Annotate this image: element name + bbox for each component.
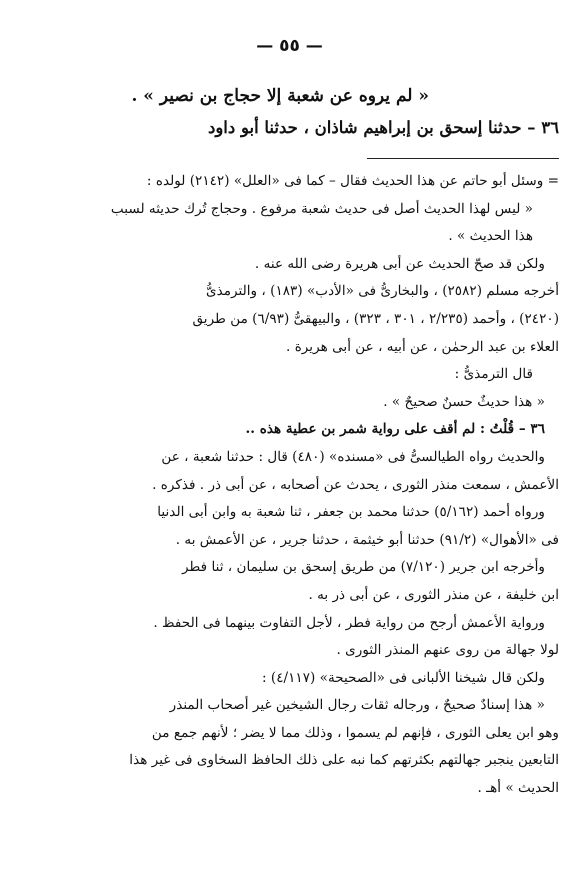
footnotes bbox=[20, 168, 559, 803]
footnote-line: « هذا حديثٌ حسنٌ صحيحٌ » . bbox=[383, 393, 545, 410]
footnote-line: هذا الحديث » . bbox=[448, 228, 533, 245]
footnote-divider bbox=[367, 158, 559, 159]
page-number: — ٥٥ — bbox=[256, 36, 323, 56]
footnote-line: وأخرجه ابن جرير (٧/١٢٠) من طريق إسحق بن سليمان ، ثنا فطر bbox=[181, 559, 545, 576]
footnote-line: أخرجه مسلم (٢٥٨٢) ، والبخارىُّ فى «الأدب» (١٨٣) ، والترمذىُّ bbox=[205, 283, 559, 300]
hadith-36-heading: ٣٦ – حدثنا إسحق بن إبراهيم شاذان ، حدثنا أبو داود bbox=[207, 118, 559, 137]
footnote-line: قال الترمذىُّ : bbox=[454, 366, 533, 383]
footnote-line: وهو ابن يعلى الثورى ، فإنهم لم يسموا ، وذلك مما لا يضر ؛ لأنهم جمع من bbox=[151, 724, 559, 741]
footnote-line: الأعمش ، سمعت منذر الثورى ، يحدث عن أصحابه ، عن أبى ذر . فذكره . bbox=[152, 476, 559, 493]
footnote-line: والحديث رواه الطيالسىُّ فى «مسنده» (٤٨٠) قال : حدثنا شعبة ، عن bbox=[161, 448, 545, 465]
footnote-line: (٢٤٢٠) ، وأحمد (٢/٢٣٥ ، ٣٠١ ، ٣٢٣) ، والبيهقىُّ (٦/٩٣) من طريق bbox=[192, 310, 559, 327]
footnote-line: = وسئل أبو حاتم عن هذا الحديث فقال – كما فى «العلل» (٢١٤٢) لولده : bbox=[146, 173, 559, 189]
footnote-line: « ليس لهذا الحديث أصل فى حديث شعبة مرفوع . وحجاج تُرك حديثه لسبب bbox=[110, 200, 533, 217]
footnote-line: ٣٦ – قُلْتُ : لم أقف على رواية شمر بن عطية هذه .. bbox=[245, 421, 545, 438]
book-page bbox=[20, 0, 559, 869]
footnote-line: التابعين ينجبر جهالتهم بكثرتهم كما نبه على ذلك الحافظ السخاوى فى غير هذا bbox=[129, 752, 559, 769]
main-text bbox=[20, 80, 559, 144]
narration-quote-line: « لم يروه عن شعبة إلا حجاج بن نصير » . bbox=[131, 86, 429, 106]
footnote-line: ولكن قال شيخنا الألبانى فى «الصحيحة» (٤/١١٧) : bbox=[262, 669, 545, 686]
footnote-line: ورواية الأعمش أرجح من رواية فطر ، لأجل التفاوت بينهما فى الحفظ . bbox=[153, 614, 545, 631]
footnote-line: فى «الأهوال» (٩١/٢) حدثنا أبو خيثمة ، حدثنا جرير ، عن الأعمش به . bbox=[175, 531, 559, 548]
footnote-line: لولا جهالة من روى عنهم المنذر الثورى . bbox=[336, 642, 559, 659]
footnote-line: « هذا إسنادٌ صحيحٌ ، ورجاله ثقات رجال الشيخين غير أصحاب المنذر bbox=[169, 697, 545, 714]
footnote-line: ابن خليفة ، عن منذر الثورى ، عن أبى ذر به . bbox=[308, 586, 559, 603]
footnote-line: العلاء بن عبد الرحمٰن ، عن أبيه ، عن أبى هريرة . bbox=[286, 338, 559, 355]
footnote-line: ورواه أحمد (٥/١٦٢) حدثنا محمد بن جعفر ، ثنا شعبة به وابن أبى الدنيا bbox=[157, 504, 545, 521]
footnote-line: ولكن قد صحّ الحديث عن أبى هريرة رضى الله عنه . bbox=[254, 255, 545, 272]
footnote-line: الحديث » أهـ . bbox=[477, 780, 559, 797]
